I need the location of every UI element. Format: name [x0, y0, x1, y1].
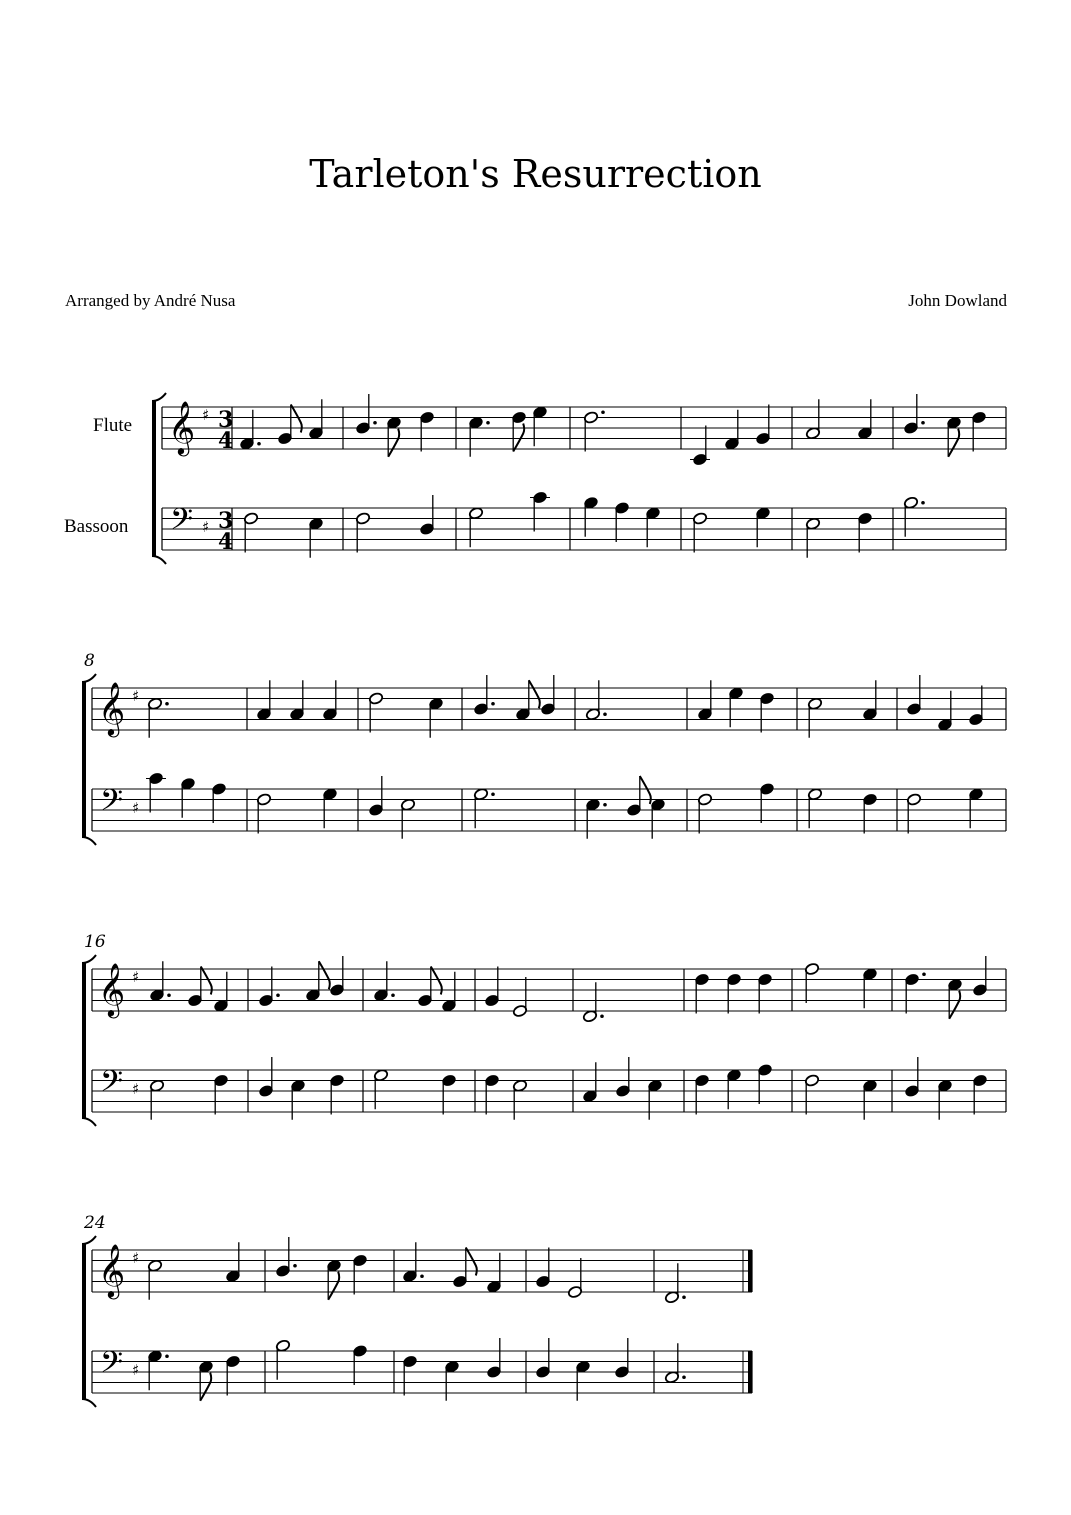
note — [937, 1079, 952, 1120]
note — [972, 1074, 987, 1115]
note — [583, 410, 604, 451]
note — [473, 675, 494, 716]
note — [614, 501, 629, 542]
note — [862, 680, 877, 721]
note — [903, 394, 924, 435]
augmentation-dot — [373, 421, 377, 425]
note — [258, 1057, 273, 1098]
augmentation-dot — [165, 702, 169, 706]
note — [530, 491, 550, 532]
key-signature-sharp: ♯ — [132, 1361, 140, 1379]
note — [452, 1248, 476, 1289]
flag — [949, 991, 960, 1019]
note — [906, 675, 921, 716]
augmentation-dot — [921, 421, 925, 425]
note — [857, 399, 872, 440]
bass-staff — [92, 1351, 752, 1393]
bass-clef: 𝄢 — [100, 784, 124, 825]
note — [515, 680, 539, 721]
arranger-credit: Arranged by André Nusa — [65, 291, 236, 310]
note — [149, 961, 170, 1002]
note — [614, 1338, 629, 1379]
note — [645, 507, 660, 548]
note — [239, 410, 260, 451]
note — [243, 512, 258, 553]
augmentation-dot — [276, 993, 280, 997]
note — [862, 1079, 877, 1120]
note — [386, 416, 401, 457]
note — [187, 967, 211, 1008]
bracket-top — [82, 955, 96, 963]
bass-clef: 𝄢 — [100, 1346, 124, 1387]
instrument-label-flute: Flute — [93, 415, 133, 436]
flag — [319, 961, 330, 989]
note — [583, 496, 598, 537]
note — [805, 399, 820, 440]
note — [805, 517, 820, 558]
note — [290, 1079, 305, 1120]
note — [473, 788, 494, 829]
note — [511, 411, 526, 452]
note — [968, 686, 983, 727]
note — [690, 426, 710, 467]
note — [352, 1344, 367, 1385]
augmentation-dot — [682, 1295, 686, 1299]
augmentation-dot — [486, 421, 490, 425]
measure-number: 24 — [84, 1213, 106, 1233]
treble-clef: 𝄞 — [98, 681, 126, 735]
note — [441, 972, 456, 1013]
system-bracket — [152, 401, 156, 556]
key-signature-sharp: ♯ — [132, 799, 140, 817]
augmentation-dot — [921, 501, 925, 505]
note — [225, 1355, 240, 1396]
note — [724, 410, 739, 451]
note — [697, 680, 712, 721]
note — [971, 411, 986, 452]
bass-clef: 𝄢 — [170, 503, 194, 544]
augmentation-dot — [922, 972, 926, 976]
note — [329, 956, 344, 997]
bracket-bottom — [82, 1399, 96, 1407]
augmentation-dot — [603, 803, 607, 807]
note — [400, 798, 415, 839]
treble-staff — [92, 1250, 752, 1292]
note — [862, 968, 877, 1009]
note — [329, 1074, 344, 1115]
note — [697, 793, 712, 834]
note — [664, 1343, 685, 1384]
note — [198, 1360, 213, 1401]
key-signature-sharp: ♯ — [132, 968, 140, 986]
key-signature-sharp: ♯ — [202, 406, 210, 424]
bracket-top — [152, 393, 166, 401]
note — [258, 967, 279, 1008]
note — [726, 1069, 741, 1110]
system-bracket — [82, 682, 86, 837]
note — [567, 1258, 582, 1299]
bracket-bottom — [82, 837, 96, 845]
note — [444, 1360, 459, 1401]
systems-layer — [82, 393, 1006, 1407]
note — [326, 1259, 341, 1300]
flag — [200, 1373, 211, 1401]
treble-staff — [162, 407, 1006, 449]
note — [804, 1074, 819, 1115]
note — [968, 788, 983, 829]
note — [694, 1074, 709, 1115]
final-barline — [748, 1250, 752, 1292]
treble-clef: 𝄞 — [98, 962, 126, 1016]
augmentation-dot — [420, 1274, 424, 1278]
bracket-bottom — [82, 1118, 96, 1126]
system-bracket — [82, 1244, 86, 1399]
note — [862, 793, 877, 834]
note — [585, 680, 606, 721]
augmentation-dot — [600, 1014, 604, 1018]
augmentation-dot — [491, 792, 495, 796]
note — [486, 1253, 501, 1294]
augmentation-dot — [257, 442, 261, 446]
note — [512, 1079, 527, 1120]
note — [305, 961, 329, 1002]
note — [275, 1237, 296, 1278]
note — [355, 394, 376, 435]
time-signature-numerator: 3 — [218, 407, 234, 433]
note — [615, 1057, 630, 1098]
flag — [948, 429, 959, 457]
note — [213, 1074, 228, 1115]
note — [535, 1248, 550, 1289]
note — [535, 1338, 550, 1379]
note — [373, 961, 394, 1002]
note — [419, 411, 434, 452]
note — [582, 1062, 597, 1103]
key-signature-sharp: ♯ — [132, 1249, 140, 1267]
measure-number: 8 — [84, 651, 95, 671]
instrument-label-bassoon: Bassoon — [64, 516, 129, 537]
final-barline — [748, 1351, 752, 1393]
flag — [328, 1272, 339, 1300]
note — [972, 956, 987, 997]
key-signature-sharp: ♯ — [132, 687, 140, 705]
note — [582, 982, 603, 1023]
time-signature-denominator: 4 — [218, 428, 234, 454]
flag — [529, 680, 540, 708]
note — [759, 782, 774, 823]
note — [804, 962, 819, 1003]
note — [857, 512, 872, 553]
note — [807, 697, 822, 738]
note — [664, 1263, 685, 1304]
note — [149, 1079, 164, 1120]
note — [213, 972, 228, 1013]
note — [906, 793, 921, 834]
note — [757, 1063, 772, 1104]
key-signature-sharp: ♯ — [202, 518, 210, 536]
score-title: Tarleton's Resurrection — [309, 152, 762, 196]
note — [759, 692, 774, 733]
note — [147, 697, 168, 738]
note — [322, 788, 337, 829]
note — [355, 512, 370, 553]
note — [757, 973, 772, 1014]
note — [807, 788, 822, 829]
augmentation-dot — [491, 702, 495, 706]
augmentation-dot — [391, 993, 395, 997]
note — [486, 1338, 501, 1379]
note — [468, 507, 483, 548]
augmentation-dot — [603, 712, 607, 716]
note — [692, 512, 707, 553]
bass-clef: 𝄢 — [100, 1065, 124, 1106]
treble-clef: 𝄞 — [168, 400, 196, 454]
note — [468, 416, 489, 457]
note — [532, 406, 547, 447]
note — [322, 680, 337, 721]
bass-staff — [162, 508, 1006, 550]
note — [368, 692, 383, 733]
note — [904, 972, 925, 1013]
note — [352, 1254, 367, 1295]
note — [484, 967, 499, 1008]
note — [728, 687, 743, 728]
note — [256, 793, 271, 834]
note — [755, 507, 770, 548]
note — [180, 777, 195, 818]
note — [225, 1242, 240, 1283]
time-signature-numerator: 3 — [218, 508, 234, 534]
note — [585, 798, 606, 839]
note — [147, 1350, 168, 1391]
note — [402, 1355, 417, 1396]
note — [540, 675, 555, 716]
note — [373, 1069, 388, 1110]
note — [368, 776, 383, 817]
note — [937, 691, 952, 732]
flag — [388, 429, 399, 457]
bracket-bottom — [152, 556, 166, 564]
note — [275, 1339, 290, 1380]
key-signature-sharp: ♯ — [132, 1080, 140, 1098]
note — [626, 776, 650, 817]
note — [947, 978, 962, 1019]
note — [277, 405, 301, 446]
note — [146, 772, 166, 813]
augmentation-dot — [167, 993, 171, 997]
augmentation-dot — [165, 1354, 169, 1358]
note — [428, 697, 443, 738]
note — [904, 1057, 919, 1098]
note — [946, 416, 961, 457]
note — [650, 798, 665, 839]
note — [308, 399, 323, 440]
bracket-top — [82, 674, 96, 682]
measure-number: 16 — [84, 932, 106, 952]
note — [694, 973, 709, 1014]
note — [417, 967, 441, 1008]
treble-clef: 𝄞 — [98, 1243, 126, 1297]
note — [726, 973, 741, 1014]
system-bracket — [82, 963, 86, 1118]
note — [289, 680, 304, 721]
composer-credit: John Dowland — [908, 291, 1007, 310]
note — [308, 517, 323, 558]
note — [484, 1074, 499, 1115]
note — [755, 405, 770, 446]
augmentation-dot — [601, 410, 605, 414]
time-signature-denominator: 4 — [218, 529, 234, 555]
note — [575, 1360, 590, 1401]
note — [211, 782, 226, 823]
note — [647, 1079, 662, 1120]
note — [419, 495, 434, 536]
augmentation-dot — [682, 1375, 686, 1379]
note — [402, 1242, 423, 1283]
note — [256, 680, 271, 721]
augmentation-dot — [293, 1264, 297, 1268]
note — [512, 977, 527, 1018]
bracket-top — [82, 1236, 96, 1244]
note — [147, 1259, 162, 1300]
note — [441, 1074, 456, 1115]
note — [903, 496, 924, 537]
